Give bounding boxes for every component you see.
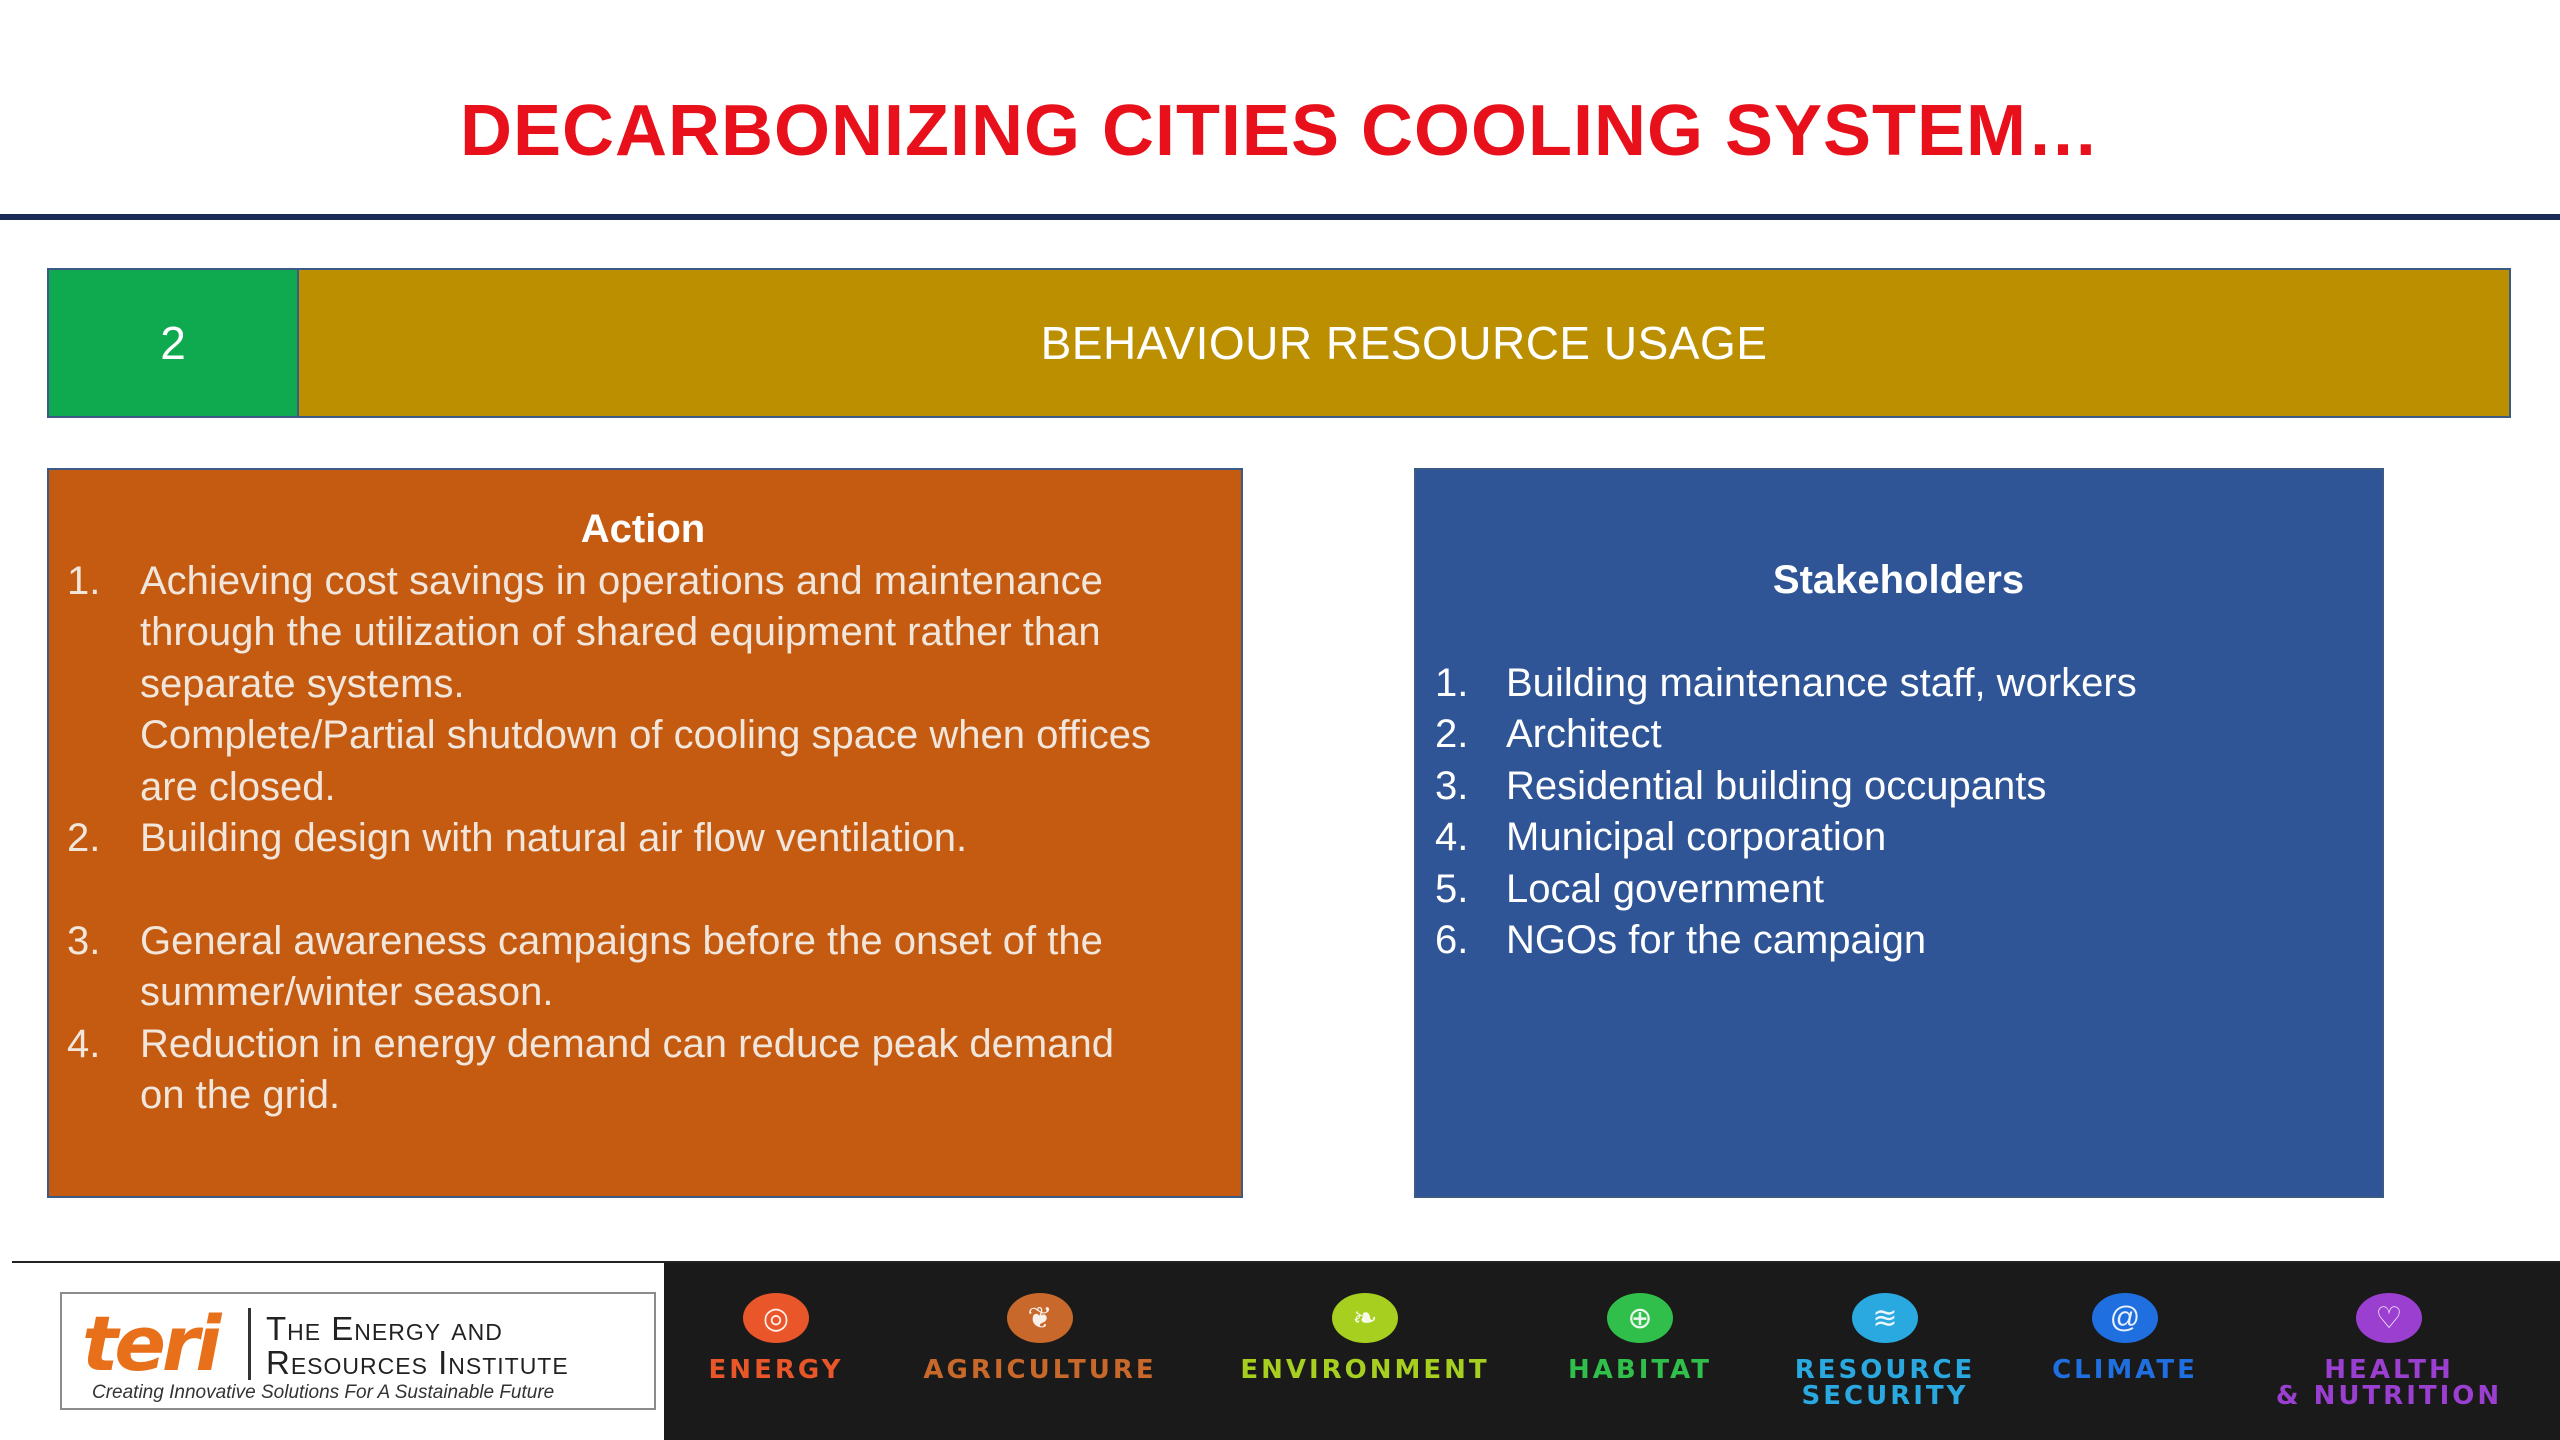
list-text: Building design with natural air flow ventilation. [140, 816, 968, 860]
theme-agriculture [906, 1293, 1174, 1383]
theme-label: HEALTH & NUTRITION [2275, 1355, 2503, 1411]
slide-title: DECARBONIZING CITIES COOLING SYSTEM… [459, 91, 2101, 171]
habitat-icon: ⊕ [1607, 1293, 1673, 1343]
list-text: on the grid. [140, 1073, 341, 1117]
list-number: 3. [1435, 763, 1469, 808]
agriculture-icon: ❦ [1007, 1293, 1073, 1343]
logo-mark: teri [82, 1299, 218, 1388]
logo-name-line1: The Energy and [266, 1310, 503, 1347]
list-text: separate systems. [140, 661, 465, 706]
list-number: 4. [67, 1021, 101, 1066]
theme-label: ENVIRONMENT [1240, 1355, 1490, 1385]
environment-icon: ❧ [1332, 1293, 1398, 1343]
logo-tagline: Creating Innovative Solutions For A Sustainable Future [92, 1382, 555, 1403]
teri-logo [60, 1292, 656, 1410]
list-item [1435, 761, 2362, 813]
list-text: through the utilization of shared equipment rather than [140, 610, 1101, 654]
theme-energy [706, 1293, 846, 1383]
section-number: 2 [49, 270, 299, 416]
list-number: 6. [1435, 918, 1469, 962]
list-text: are closed. [140, 764, 336, 809]
list-number: 1. [67, 558, 101, 603]
list-item [67, 916, 1219, 1019]
list-number: 2. [67, 816, 101, 860]
climate-icon: @ [2092, 1293, 2158, 1343]
logo-name-line2: Resources Institute [266, 1344, 569, 1381]
list-text: Residential building occupants [1506, 763, 2047, 808]
stakeholders-box [1414, 468, 2384, 1198]
theme-resource-security [1780, 1293, 1990, 1409]
action-heading: Action [580, 507, 706, 551]
list-text: Local government [1506, 866, 1824, 911]
list-item [1435, 658, 2362, 710]
section-banner [47, 268, 2511, 418]
list-text: Reduction in energy demand can reduce peak demand [140, 1021, 1114, 1066]
logo-separator [248, 1308, 251, 1380]
list-item [1435, 709, 2362, 761]
list-item-continuation [67, 710, 1219, 813]
theme-label: HABITAT [1568, 1355, 1712, 1385]
theme-label: AGRICULTURE [923, 1355, 1157, 1385]
theme-habitat [1556, 1293, 1724, 1383]
list-text: Architect [1506, 712, 1662, 756]
energy-icon: ◎ [743, 1293, 809, 1343]
list-item [67, 556, 1219, 711]
list-text: General awareness campaigns before the onset of the [140, 918, 1103, 963]
list-item [67, 813, 1219, 865]
action-box [47, 468, 1243, 1198]
list-number: 2. [1435, 712, 1469, 756]
theme-environment [1226, 1293, 1504, 1383]
list-item [67, 1019, 1219, 1122]
list-number: 1. [1435, 660, 1469, 705]
section-title: BEHAVIOUR RESOURCE USAGE [299, 270, 2509, 416]
stakeholders-heading: Stakeholders [1772, 558, 2025, 602]
list-text: NGOs for the campaign [1506, 918, 1927, 962]
theme-health-nutrition [2262, 1293, 2516, 1409]
list-number: 3. [67, 918, 101, 963]
theme-label: ENERGY [708, 1355, 844, 1385]
theme-climate [2040, 1293, 2210, 1383]
health-nutrition-icon: ♡ [2356, 1293, 2422, 1343]
list-text: Achieving cost savings in operations and maintenance [140, 558, 1103, 603]
list-number: 5. [1435, 866, 1469, 911]
list-text: Building maintenance staff, workers [1506, 660, 2137, 705]
resource-security-icon: ≋ [1852, 1293, 1918, 1343]
theme-label: RESOURCE SECURITY [1794, 1355, 1976, 1411]
title-divider [0, 214, 2560, 220]
list-text: Complete/Partial shutdown of cooling space when offices [140, 713, 1151, 757]
list-item [1435, 915, 2362, 967]
list-text: Municipal corporation [1506, 815, 1887, 859]
list-text: summer/winter season. [140, 970, 554, 1014]
theme-label: CLIMATE [2052, 1355, 2198, 1385]
list-item [1435, 812, 2362, 864]
list-item [1435, 864, 2362, 916]
list-number: 4. [1435, 815, 1469, 859]
